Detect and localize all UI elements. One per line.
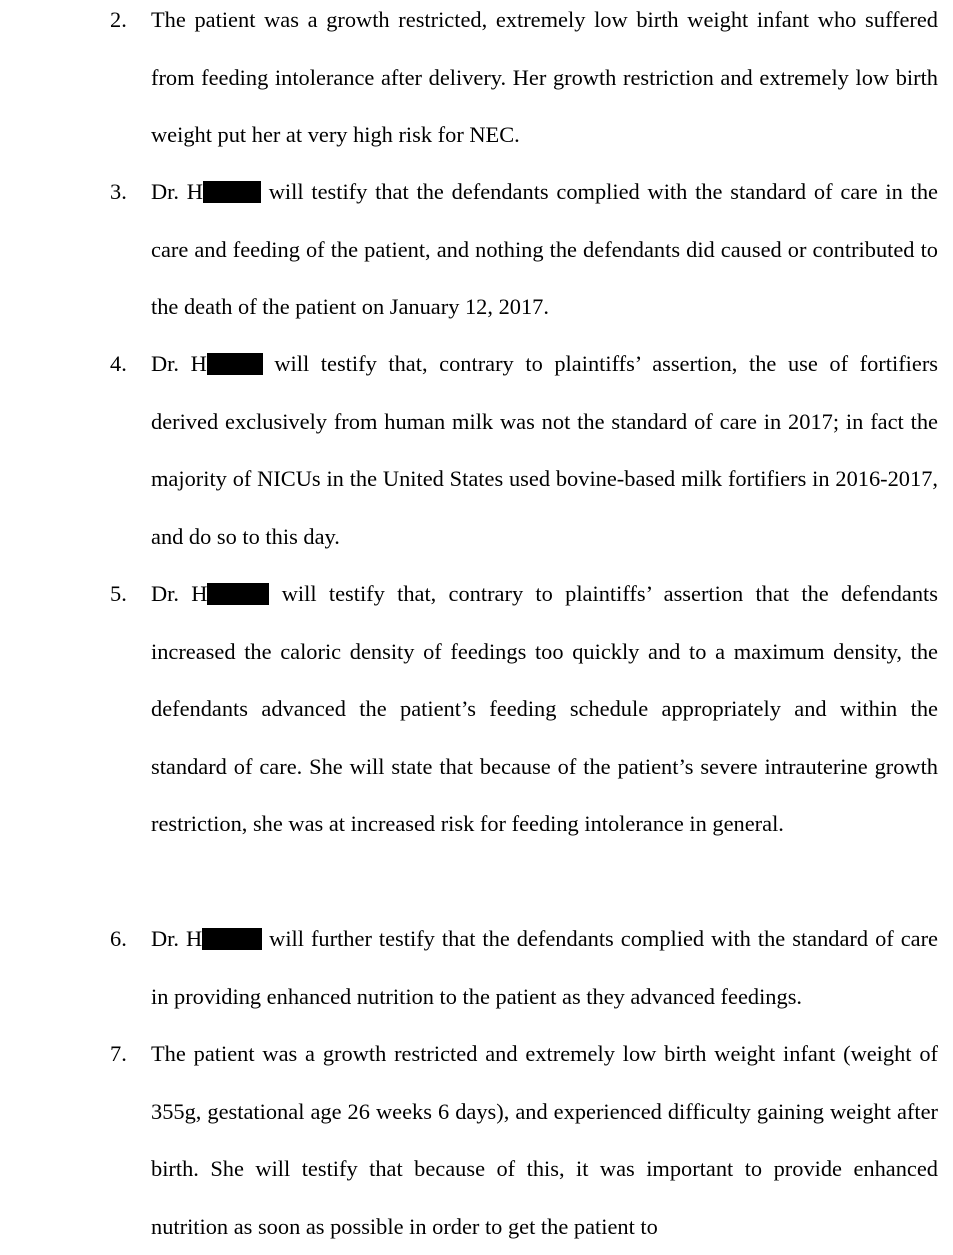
witness-name-prefix: Dr. H bbox=[151, 581, 208, 606]
paragraph-body: will further testify that the defendants complied with the standard of care in providing enhanced nutrition to the patient as they advanced feedings. bbox=[151, 926, 938, 1009]
paragraph-body: will testify that, contrary to plaintiffs’ assertion that the defendants increased the caloric density of feedings too quickly and to a maximum density, the defendants advanced the patient’s feeding schedule appropriately and within the standard of care. She will state that because of the patient’s severe intrauterine growth restriction, she was at increased risk for feeding intolerance in general. bbox=[151, 581, 938, 836]
witness-name-prefix: Dr. H bbox=[151, 179, 203, 204]
paragraph-number: 7. bbox=[110, 1041, 127, 1066]
redaction-block bbox=[203, 181, 261, 203]
witness-name-prefix: Dr. H bbox=[151, 351, 207, 376]
paragraph-text bbox=[151, 565, 938, 853]
paragraph-number: 6. bbox=[110, 926, 127, 951]
paragraph-number: 2. bbox=[110, 7, 127, 32]
paragraph-body: will testify that, contrary to plaintiffs’ assertion, the use of fortifiers derived exclusively from human milk was not the standard of care in 2017; in fact the majority of NICUs in the United States used bovine-based milk fortifiers in 2016-2017, and do so to this day. bbox=[151, 351, 938, 549]
paragraph-number: 3. bbox=[110, 179, 127, 204]
paragraph-body: will testify that the defendants complied with the standard of care in the care and feeding of the patient, and nothing the defendants did caused or contributed to the death of the patient on January 12, 2017. bbox=[151, 179, 938, 319]
paragraph-text bbox=[151, 335, 938, 565]
paragraph-text: The patient was a growth restricted, extremely low birth weight infant who suffered from feeding intolerance after delivery. Her growth restriction and extremely low birth weight put her at very high risk for NEC. bbox=[151, 7, 938, 147]
paragraph-text bbox=[151, 910, 938, 1025]
paragraph-number: 4. bbox=[110, 351, 127, 376]
paragraph-text: The patient was a growth restricted and extremely low birth weight infant (weight of 355g, gestational age 26 weeks 6 days), and experienced difficulty gaining weight after birth. She will testify that because of this, it was important to provide enhanced nutrition as soon as possible in order to get the patient to bbox=[151, 1041, 938, 1239]
redaction-block bbox=[207, 583, 269, 605]
redaction-block bbox=[202, 928, 262, 950]
paragraph-text bbox=[151, 163, 938, 336]
paragraph-number: 5. bbox=[110, 581, 127, 606]
witness-name-prefix: Dr. H bbox=[151, 926, 203, 951]
redaction-block bbox=[207, 353, 263, 375]
